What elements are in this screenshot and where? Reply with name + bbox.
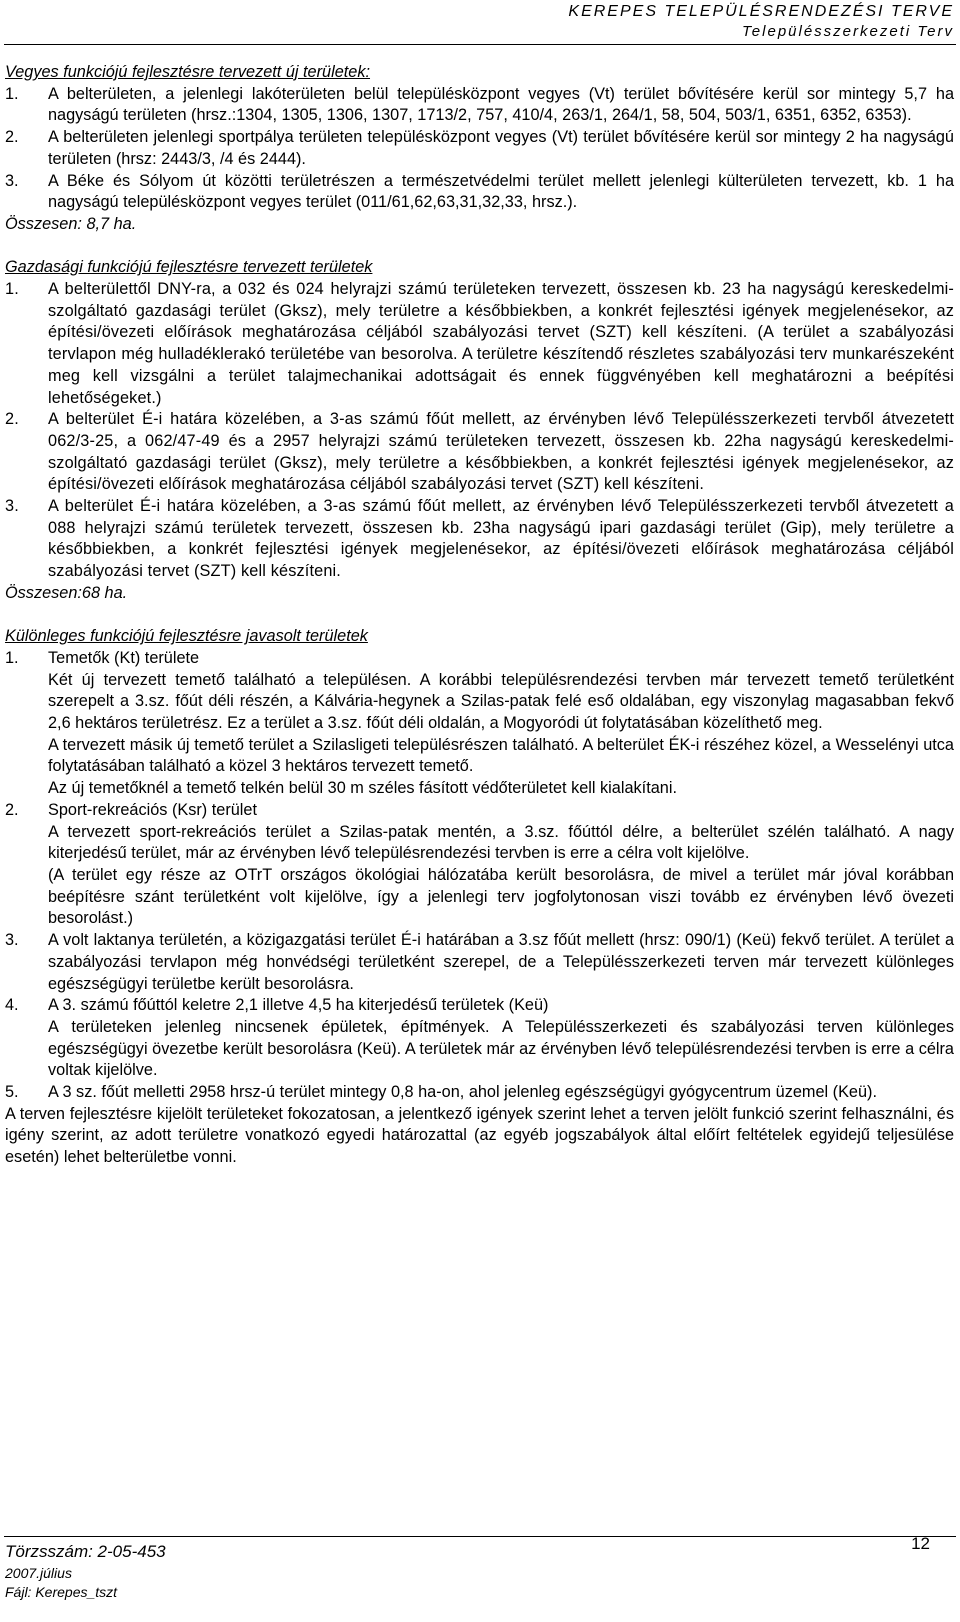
section-heading-economic: Gazdasági funkciójú fejlesztésre tervezett területek [5,258,373,277]
header-divider [4,44,956,45]
list-item [5,84,954,127]
spacer [5,236,954,258]
item-paragraph: (A terület egy része az OTrT országos ökológiai hálózatába került besorolásra, de mivel a terület már jóval korábban beépítésre szánt területként volt kijelölve, így a jelenlegi terv jogfolytonosan viszi tovább ez érvényben lévő övezeti besorolást.) [48,865,954,928]
item-text: A belterülettől DNY-ra, a 032 és 024 helyrajzi számú területeken tervezett, összesen kb. 23 ha nagyságú kereskedelmi-szolgáltató gazdasági terület (Gksz), mely területre a későbbiekben, a konkrét fejlesztési igények megjelenésekor, az építési/övezeti előírások meghatározása céljából szabályozási tervet (SZT) kell készíteni. (A terület a szabályozási tervlapon még hulladéklerakó területébe van besorolva. A területre készítendő részletes szabályozási terv munkarészeként meg kell vizsgálni a terület talajmechanikai adottságait és ennek függvényében kell meghatározni a beépítési lehetőségeket.) [48,280,954,407]
item-paragraph: A 3 sz. főút melletti 2958 hrsz-ú terület mintegy 0,8 ha-on, ahol jelenleg egészségügyi gyógycentrum üzemel (Keü). [48,1083,877,1102]
list-item [5,171,954,214]
item-number: 1. [5,84,19,103]
page-footer [5,1540,166,1602]
item-number: 4. [5,996,19,1015]
list-item [5,127,954,170]
spacer [5,605,954,627]
list-item [5,1082,954,1104]
item-number: 1. [5,280,19,299]
footer-filename: Fájl: Kerepes_tszt [5,1584,118,1600]
section-total-economic: Összesen:68 ha. [5,583,128,602]
item-number: 2. [5,128,19,147]
section-heading-mixed: Vegyes funkciójú fejlesztésre tervezett új területek: [5,63,371,81]
footer-registry-number: Törzsszám: 2-05-453 [5,1542,166,1561]
page-header [568,2,954,41]
item-number: 2. [5,410,19,429]
item-text: A belterületen jelenlegi sportpálya területen településközpont vegyes (Vt) terület bővítésére kerül sor mintegy 2 ha nagyságú területen (hrsz: 2443/3, /4 és 2444). [48,128,954,168]
item-title: Sport-rekreációs (Ksr) terület [48,800,258,819]
item-title: Temetők (Kt) területe [48,648,200,667]
item-text: A belterület É-i határa közelében, a 3-as számú főút mellett, az érvényben lévő Településszerkezeti tervből átvezetett a 088 helyrajzi számú területek tervezett, összesen kb. 23ha nagyságú ipari gazdasági terület (Gip), mely területre a későbbiekben, a konkrét fejlesztési igények megjelenésekor, az építési/övezeti előírások meghatározása céljából szabályozási tervet (SZT) kell készíteni. [48,497,954,581]
header-title: KEREPES TELEPÜLÉSRENDEZÉSI TERVE [568,3,954,20]
closing-paragraph: A terven fejlesztésre kijelölt területeket fokozatosan, a jelentkező igények szerint lehet a terven jelölt funkció szerint felhasználni, és igény szerint, az adott területre vonatkozó egyedi határozattal (az egyéb jogszabályok által előírt feltételek egyidejű teljesülése esetén) lehet belterületbe vonni. [5,1104,954,1167]
item-title: A 3. számú főúttól keletre 2,1 illetve 4,5 ha kiterjedésű területek (Keü) [48,996,549,1015]
footer-date: 2007.július [5,1565,72,1581]
page-number: 12 [911,1534,930,1553]
footer-divider [4,1536,956,1537]
list-item [5,800,954,930]
item-number: 1. [5,648,19,667]
item-paragraph: Az új temetőknél a temető telkén belül 30 m széles fásított védőterületet kell kialakítani. [48,779,677,798]
header-subtitle: Településszerkezeti Terv [742,23,954,40]
document-body [5,62,954,1169]
list-item [5,409,954,496]
list-item [5,496,954,583]
item-number: 5. [5,1083,19,1102]
item-paragraph: A volt laktanya területén, a közigazgatási terület É-i határában a 3.sz főút mellett (hrsz: 090/1) (Keü) fekvő terület. A terület a szabályozási tervlapon még honvédségi területként szerepel, de a Településszerkezeti terven már tervezett különleges egészségügyi területbe került besorolásra. [48,931,954,993]
item-number: 3. [5,497,19,516]
item-paragraph: A tervezett sport-rekreációs terület a Szilas-patak mentén, a 3.sz. főúttól délre, a belterület szélén található. A nagy kiterjedésű terület, már az érvényben lévő településrendezési tervben is erre a célra volt kijelölve. [48,822,954,863]
list-item [5,995,954,1082]
section-total-mixed: Összesen: 8,7 ha. [5,214,137,233]
item-text: A Béke és Sólyom út közötti területrészen a természetvédelmi terület mellett jelenlegi külterületen tervezett, kb. 1 ha nagyságú településközpont vegyes terület (011/61,62,63,31,32,33, hrsz.). [48,171,954,212]
item-paragraph: A tervezett másik új temető terület a Szilasligeti településrészen található. A belterület ÉK-i részéhez közel, a Wesselényi utca folytatásában található a közel 3 hektáros tervezett temető. [48,735,954,776]
item-text: A belterületen, a jelenlegi lakóterületen belül településközpont vegyes (Vt) terület bővítésére kerül sor mintegy 5,7 ha nagyságú területen (hrsz.:1304, 1305, 1306, 1307, 1713/2, 757, 410/4, 263/1, 264/1, 58, 504, 503/1, 6351, 6352, 6353). [48,84,954,125]
list-item [5,279,954,409]
item-number: 3. [5,171,19,190]
section-heading-special: Különleges funkciójú fejlesztésre javasolt területek [5,627,368,646]
list-item [5,648,954,800]
item-number: 2. [5,800,19,819]
item-number: 3. [5,931,19,950]
item-text: A belterület É-i határa közelében, a 3-as számú főút mellett, az érvényben lévő Településszerkezeti tervből átvezetett 062/3-25, a 062/47-49 és a 2957 helyrajzi számú területeken tervezett, összesen kb. 22ha nagyságú kereskedelmi-szolgáltató gazdasági terület (Gksz), mely területre a későbbiekben, a konkrét fejlesztési igények megjelenésekor, az építési/övezeti előírások meghatározása céljából szabályozási tervet (SZT) kell készíteni. [48,410,954,494]
list-item [5,930,954,995]
item-paragraph: A területeken jelenleg nincsenek épületek, építmények. A Településszerkezeti és szabályozási terven különleges egészségügyi övezetbe került besorolásra (Keü). A területek már az érvényben lévő településrendezési tervben is erre a célra voltak kijelölve. [48,1017,954,1080]
item-paragraph: Két új tervezett temető található a településen. A korábbi településrendezési tervben már tervezett temető területként szerepelt a 3.sz. főút déli részén, a Kálvária-hegynek a Szilas-patak felé eső oldalában, egy viszonylag magasabban fekvő 2,6 hektáros területrész. Ez a terület a 3.sz. főút déli oldalán, a Mogyoródi út folytatásában közelíthető meg. [48,670,954,733]
